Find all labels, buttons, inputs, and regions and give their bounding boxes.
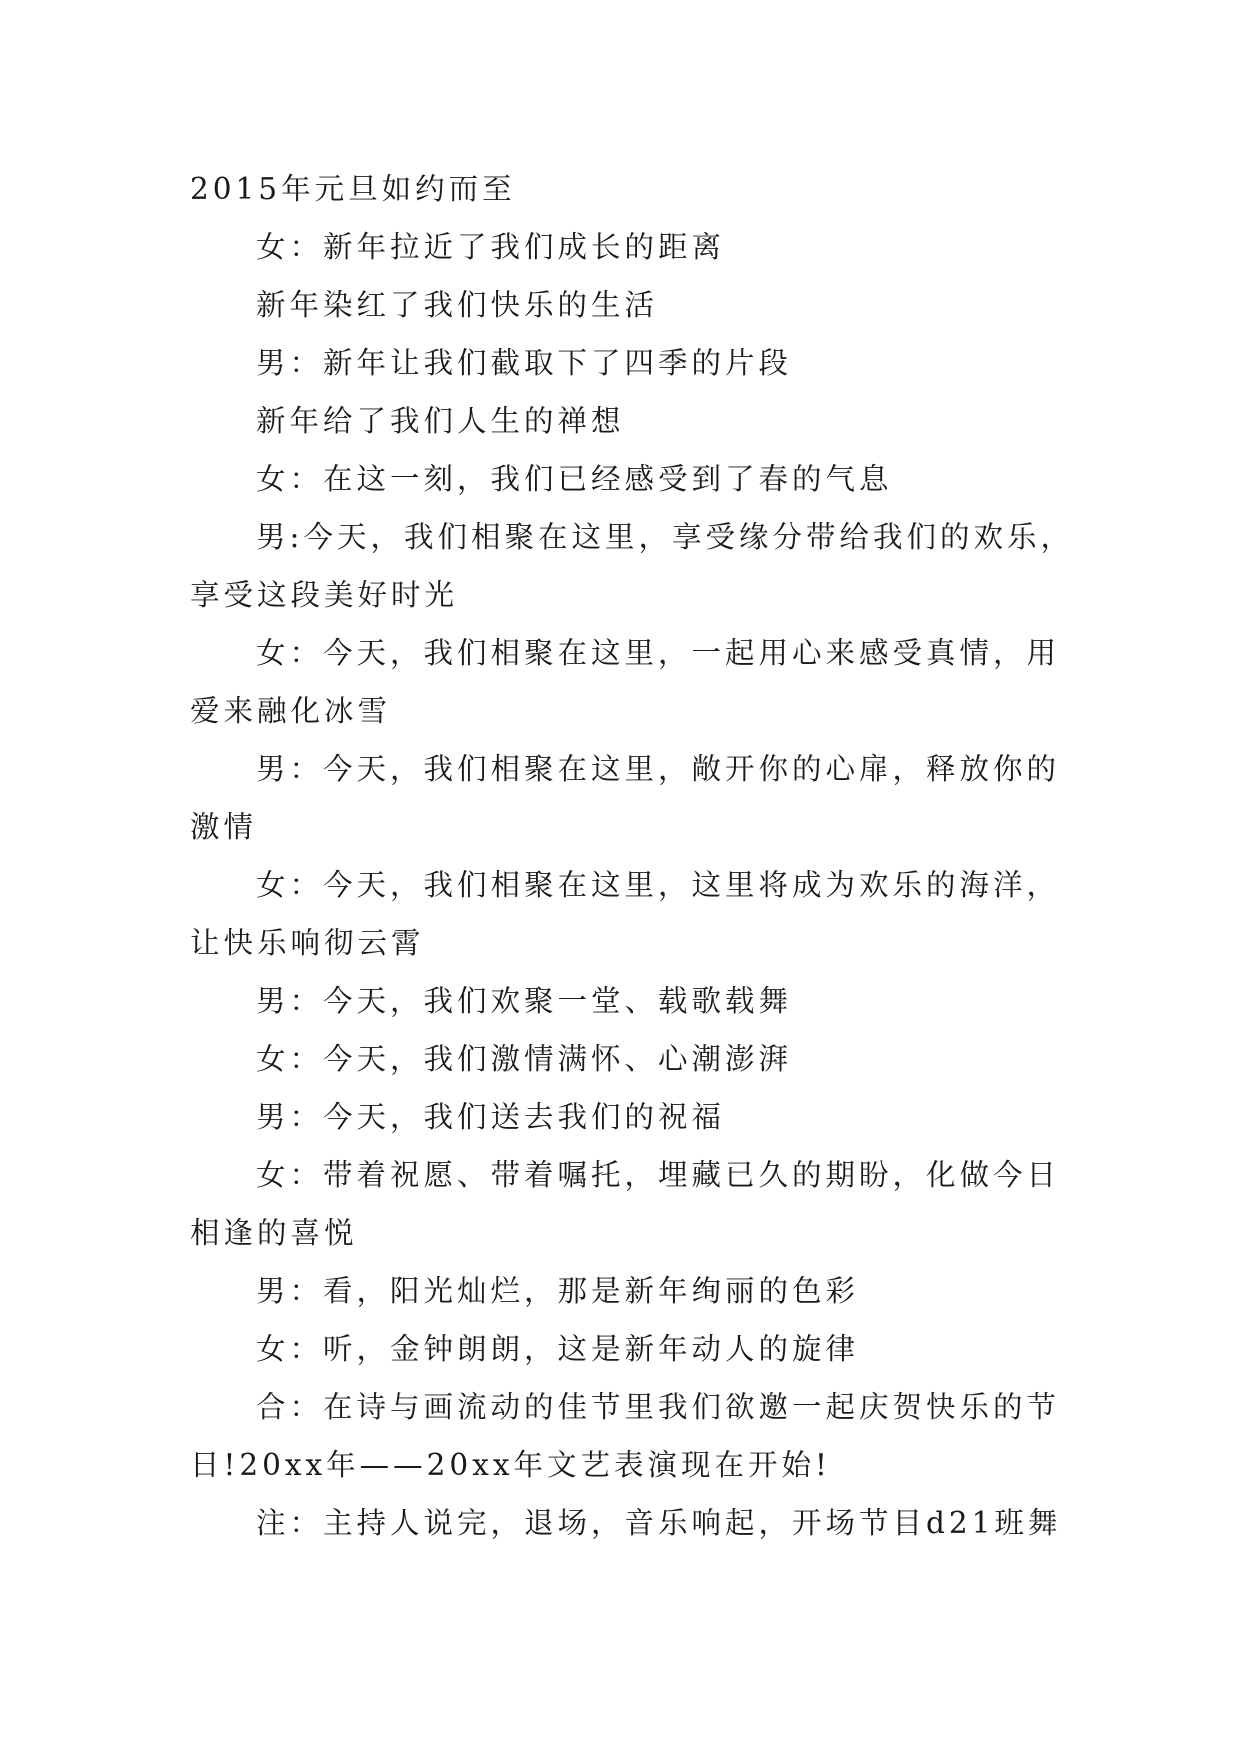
dialogue-line: 男：看，阳光灿烂，那是新年绚丽的色彩: [256, 1274, 860, 1308]
document-title-line: 2015年元旦如约而至: [190, 172, 516, 206]
dialogue-continuation-line: 让快乐响彻云霄: [190, 926, 425, 960]
dialogue-line: 男：今天，我们相聚在这里，敞开你的心扉，释放你的: [256, 752, 1061, 786]
dialogue-continuation-line: 日!20xx年——20xx年文艺表演现在开始!: [190, 1448, 831, 1482]
document-page: [190, 160, 1074, 1552]
dialogue-line: 男：新年让我们截取下了四季的片段: [256, 346, 793, 380]
dialogue-line: 男：今天，我们送去我们的祝福: [256, 1100, 726, 1134]
dialogue-continuation-line: 爱来融化冰雪: [190, 694, 392, 728]
dialogue-line: 女：今天，我们激情满怀、心潮澎湃: [256, 1042, 793, 1076]
dialogue-line: 男：今天，我们欢聚一堂、载歌载舞: [256, 984, 793, 1018]
dialogue-line: 女：带着祝愿、带着嘱托，埋藏已久的期盼，化做今日: [256, 1158, 1061, 1192]
dialogue-continuation-line: 相逢的喜悦: [190, 1216, 358, 1250]
dialogue-line: 男:今天，我们相聚在这里，享受缘分带给我们的欢乐，: [256, 520, 1074, 554]
dialogue-continuation-line: 激情: [190, 810, 258, 844]
dialogue-line: 女：新年拉近了我们成长的距离: [256, 230, 726, 264]
dialogue-line: 新年给了我们人生的禅想: [256, 404, 625, 438]
dialogue-line: 女：今天，我们相聚在这里，这里将成为欢乐的海洋，: [256, 868, 1061, 902]
dialogue-line: 合：在诗与画流动的佳节里我们欲邀一起庆贺快乐的节: [256, 1390, 1061, 1424]
dialogue-continuation-line: 享受这段美好时光: [190, 578, 459, 612]
note-line: 注：主持人说完，退场，音乐响起，开场节目d21班舞: [256, 1506, 1062, 1540]
dialogue-line: 新年染红了我们快乐的生活: [256, 288, 659, 322]
dialogue-line: 女：听，金钟朗朗，这是新年动人的旋律: [256, 1332, 860, 1366]
dialogue-line: 女：在这一刻，我们已经感受到了春的气息: [256, 462, 893, 496]
dialogue-line: 女：今天，我们相聚在这里，一起用心来感受真情，用: [256, 636, 1061, 670]
